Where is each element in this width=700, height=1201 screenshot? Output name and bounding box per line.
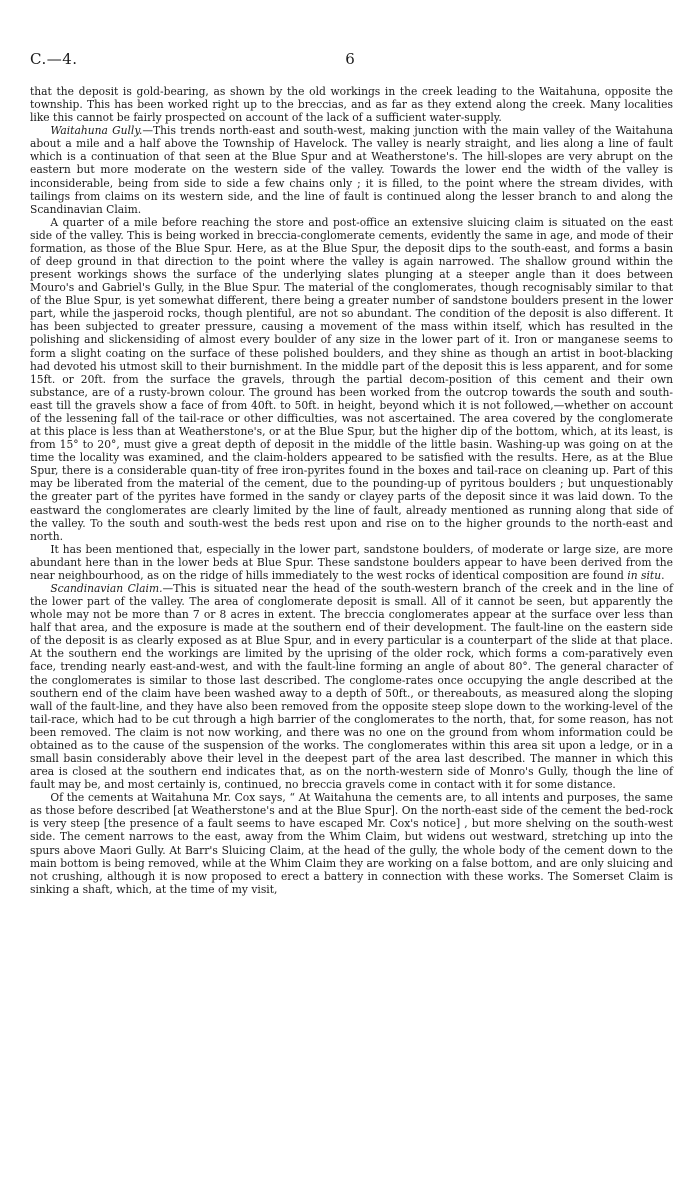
paragraph-sluicing-claim bbox=[30, 216, 673, 543]
body-text bbox=[30, 85, 673, 896]
paragraph-cox-quote bbox=[30, 791, 673, 896]
paragraph-scandinavian-claim bbox=[30, 582, 673, 791]
paragraph-text: A quarter of a mile before reaching the store and post-office an extensive sluicing claim is situated on the east side of the valley. This is being worked in breccia-conglomerate cements, evidently the same in age, and mode of their formation, as those of the Blue Spur. Here, as at the Blue Spur, the deposit dips to the south-east, and forms a basin of deep ground in that direction to the point where the valley is again narrowed. The shallow ground within the present workings shows the surface of the underlying slates plunging at a steeper angle than it does between Mouro's and Gabriel's Gully, in the Blue Spur. The material of the conglomerates, though recognisably similar to that of the Blue Spur, is yet somewhat different, there being a greater number of sandstone boulders present in the lower part, while the jasperoid rocks, though plentiful, are not so abundant. The condition of the deposit is also different. It has been subjected to greater pressure, causing a movement of the mass within itself, which has resulted in the polishing and slickensiding of almost every boulder of any size in the lower part of it. Iron or manganese seems to form a slight coating on the surface of these polished boulders, and they shine as though an artist in boot-blacking had devoted his utmost skill to their burnishment. In the middle part of the deposit this is less apparent, and for some 15ft. or 20ft. from the surface the gravels, through the partial decom-position of this cement and their own substance, are of a rusty-brown colour. The ground has been worked from the outcrop towards the south and south-east till the gravels show a face of from 40ft. to 50ft. in height, beyond which it is not followed,—whether on account of the lessening fall of the tail-race or other difficulties, was not ascertained. The area covered by the conglomerate at this place is less than at Weatherstone's, or at the Blue Spur, but the higher dip of the bottom, which, at its least, is from 15° to 20°, must give a great depth of deposit in the middle of the little basin. Washing-up was going on at the time the locality was examined, and the claim-holders appeared to be satisfied with the results. Here, as at the Blue Spur, there is a considerable quan-tity of free iron-pyrites found in the boxes and tail-race on cleaning up. Part of this may be liberated from the material of the cement, due to the pounding-up of pyritous boulders ; but unquestionably the greater part of the pyrites have formed in the sandy or clayey parts of the deposit since it was laid down. To the eastward the conglomerates are clearly limited by the line of fault, already mentioned as running along that side of the valley. To the south and south-west the beds rest upon and rise on to the higher grounds to the north-east and north. bbox=[30, 215, 673, 543]
paragraph-waitahuna-gully bbox=[30, 124, 673, 216]
page-number: 6 bbox=[345, 50, 355, 68]
paragraph-text: —This trends north-east and south-west, making junction with the main valley of the Waitahuna about a mile and a half above the Township of Havelock. The valley is nearly straight, and lies along a line of fault which is a continuation of that seen at the Blue Spur and at Weatherstone's. The hill-slopes are very abrupt on the eastern but more moderate on the western side of the valley. Towards the lower end the width of the valley is inconsiderable, being from side to side a few chains only ; it is filled, to the point where the stream divides, with tailings from claims on its western side, and the line of fault is continued along the lesser branch to and along the Scandinavian Claim. bbox=[30, 124, 674, 216]
paragraph-intro bbox=[30, 85, 673, 124]
paragraph-text: that the deposit is gold-bearing, as shown by the old workings in the creek leading to the Waitahuna, opposite the township. This has been worked right up to the breccias, and as far as they extend along the creek. Many localities like this cannot be fairly prospected on account of the lack of a sufficient water-supply. bbox=[30, 85, 673, 125]
section-heading: Scandinavian Claim. bbox=[50, 581, 163, 595]
section-heading: Waitahuna Gully. bbox=[50, 124, 143, 138]
page-header bbox=[30, 50, 670, 76]
paragraph-sandstone-boulders bbox=[30, 543, 673, 582]
report-code: C.—4. bbox=[30, 50, 78, 68]
paragraph-text: —This is situated near the head of the south-western branch of the creek and in the line of the lower part of the valley. The area of conglomerate deposit is small. All of it cannot be seen, but apparently the whole may not be more than 7 or 8 acres in extent. The breccia conglomerates appear at the surface over less than half that area, and the exposure is made at the southern end of their development. The fault-line on the eastern side of the deposit is as clearly exposed as at Blue Spur, and in every particular is a counterpart of the slide at that place. At the southern end the workings are limited by the uprising of the older rock, which forms a com-paratively even face, trending nearly east-and-west, and with the fault-line forming an angle of about 80°. The general character of the conglomerates is similar to those last described. The conglome-rates once occupying the angle described at the southern end of the claim have been washed away to a depth of 50ft., or thereabouts, as measured along the sloping wall of the fault-line, and they have also been removed from the opposite steep slope down to the working-level of the tail-race, which had to be cut through a high barrier of the conglomerates to the north, that, for some reason, has not been removed. The claim is not now working, and there was no one on the ground from whom information could be obtained as to the cause of the suspension of the works. The conglomerates within this area sit upon a ledge, or in a small basin considerably above their level in the deepest part of the area last described. The manner in which this area is closed at the southern end indicates that, as on the north-western side of Monro's Gully, though the line of fault may be, and most certainly is, continued, no breccia gravels come in contact with it for some distance. bbox=[30, 581, 673, 792]
paragraph-text: It has been mentioned that, especially in the lower part, sandstone boulders, of moderate or large size, are more abundant here than in the lower beds at Blue Spur. These sandstone boulders appear to have been derived from the near neighbourhood, as on the ridge of hills immediately to the west rocks of identical composition are found bbox=[30, 542, 673, 582]
paragraph-end: . bbox=[661, 568, 665, 582]
italic-term: in situ bbox=[627, 568, 662, 582]
paragraph-text: Of the cements at Waitahuna Mr. Cox says, “ At Waitahuna the cements are, to all intents and purposes, the same as those before described [at Weatherstone's and at the Blue Spur]. On the north-east side of the cement the bed-rock is very steep [the presence of a fault seems to have escaped Mr. Cox's notice] , but more shelving on the south-west side. The cement narrows to the east, away from the Whim Claim, but widens out westward, stretching up into the spurs above Maori Gully. At Barr's Sluicing Claim, at the head of the gully, the whole body of the cement down to the main bottom is being removed, while at the Whim Claim they are working on a false bottom, and are only sluicing and not crushing, although it is now proposed to erect a battery in connection with these works. The Somerset Claim is sinking a shaft, which, at the time of my visit, bbox=[30, 791, 673, 896]
